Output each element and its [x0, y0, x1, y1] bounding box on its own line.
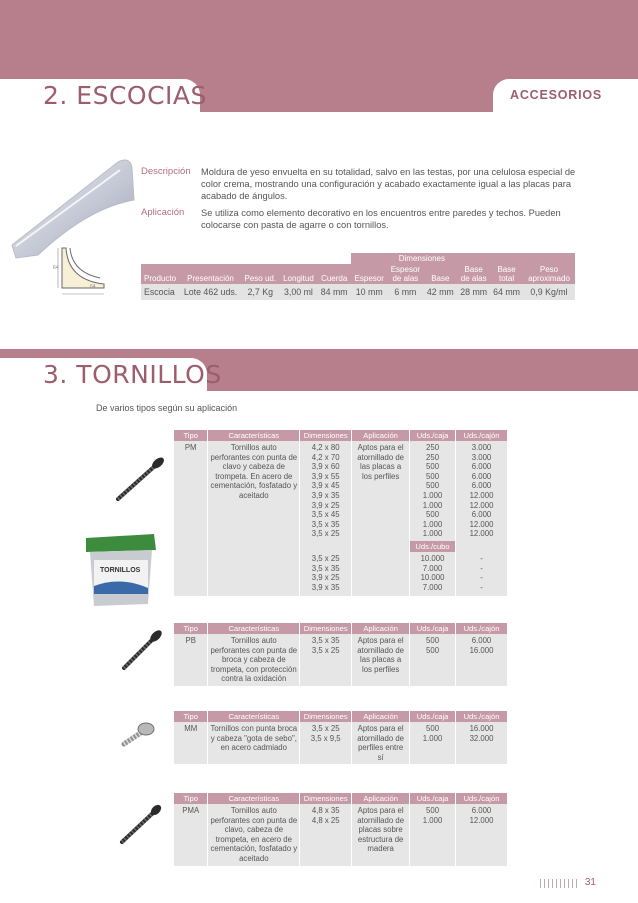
pb-col-tipo: Tipo	[174, 623, 208, 634]
pm-col-uds-cajon: Uds./cajón	[456, 430, 508, 441]
bucket-label: TORNILLOS	[100, 567, 141, 574]
screw-mm-icon	[118, 720, 158, 750]
description-text: Moldura de yeso envuelta en su totalidad, salvo en las testas, por una celulosa especial de color crema, mostrando una configuración y acabado exactamente igual a las placas para acabado de ángulos.	[201, 167, 576, 201]
pma-col-caracteristicas: Características	[208, 793, 300, 804]
col-longitud: Longitud	[280, 264, 318, 284]
pma-col-dimensiones: Dimensiones	[300, 793, 352, 804]
screw-table-pma	[174, 793, 508, 866]
screw-table-pm	[174, 430, 508, 596]
pb-header-row	[174, 623, 508, 634]
page-number-ticks	[540, 879, 580, 888]
dimensions-group-header: Dimensiones	[351, 253, 575, 264]
screw-table-mm	[174, 711, 508, 764]
col-base-alas: Base de alas	[457, 264, 490, 284]
mm-uds-cajon: 16.000 32.000	[456, 722, 508, 764]
diagram-label-width: 64	[90, 284, 96, 290]
category-label: ACCESORIOS	[510, 88, 603, 102]
mm-uds-caja: 500 1.000	[410, 722, 456, 764]
mm-col-caracteristicas: Características	[208, 711, 300, 722]
pm-col-uds-caja: Uds./caja	[410, 430, 456, 441]
pb-aplicacion: Aptos para el atornillado de las placas a los perfiles	[352, 634, 410, 686]
pb-col-uds-caja: Uds./caja	[410, 623, 456, 634]
pb-uds-cajon: 6.000 16.000	[456, 634, 508, 686]
cell-espesor-alas: 6 mm	[387, 284, 423, 300]
mm-col-uds-cajon: Uds./cajón	[456, 711, 508, 722]
pm-cubo-row	[174, 552, 508, 596]
pm-uds-caja: 250 250 500 500 500 1.000 1.000 500 1.000 1.000	[410, 441, 456, 541]
description-label: Descripción	[141, 166, 191, 177]
pm-col-caracteristicas: Características	[208, 430, 300, 441]
pb-tipo: PB	[174, 634, 208, 686]
section-subtitle: De varios tipos según su aplicación	[96, 403, 238, 413]
screw-table-pb	[174, 623, 508, 686]
diagram-label-height: 64	[53, 265, 59, 271]
pma-uds-cajon: 6.000 12.000	[456, 804, 508, 866]
application-text: Se utiliza como elemento decorativo en los encuentros entre paredes y techos. Pueden colocarse con pasta de agarre o con tornillos.	[201, 208, 561, 230]
pma-header-row	[174, 793, 508, 804]
col-espesor: Espesor	[351, 264, 387, 284]
pm-cubo-uds: 10.000 7.000 10.000 7.000	[410, 552, 456, 596]
cell-cuerda: 84 mm	[317, 284, 351, 300]
pma-col-tipo: Tipo	[174, 793, 208, 804]
pm-cubo-cajon: - - - -	[456, 552, 508, 596]
pm-col-tipo: Tipo	[174, 430, 208, 441]
cell-producto: Escocia	[141, 284, 180, 300]
pm-cubo-header-row	[174, 541, 508, 552]
pm-data-row	[174, 441, 508, 541]
application-label: Aplicación	[141, 207, 185, 218]
cell-base-alas: 28 mm	[457, 284, 490, 300]
mm-caracteristicas: Tornillos con punta broca y cabeza "gota de sebo", en acero cadmiado	[208, 722, 300, 764]
col-producto: Producto	[141, 264, 180, 284]
pb-col-caracteristicas: Características	[208, 623, 300, 634]
pma-uds-caja: 500 1.000	[410, 804, 456, 866]
pm-aplicacion: Aptos para el atornillado de las placas a los perfiles	[352, 441, 410, 541]
mm-tipo: MM	[174, 722, 208, 764]
pb-col-dimensiones: Dimensiones	[300, 623, 352, 634]
escocia-data-row	[141, 284, 575, 300]
col-cuerda: Cuerda	[317, 264, 351, 284]
mm-dimensiones: 3,5 x 25 3,5 x 9,5	[300, 722, 352, 764]
pb-data-row	[174, 634, 508, 686]
mm-col-aplicacion: Aplicación	[352, 711, 410, 722]
pma-aplicacion: Aptos para el atornillado de placas sobre estructura de madera	[352, 804, 410, 866]
pma-col-uds-cajon: Uds./cajón	[456, 793, 508, 804]
col-espesor-alas: Espesor de alas	[387, 264, 423, 284]
screw-pm-icon	[110, 455, 170, 505]
pm-col-aplicacion: Aplicación	[352, 430, 410, 441]
pma-tipo: PMA	[174, 804, 208, 866]
section-title-escocias: 2. ESCOCIAS	[43, 81, 207, 110]
pm-col-dimensiones: Dimensiones	[300, 430, 352, 441]
cell-base: 42 mm	[423, 284, 457, 300]
cell-peso-aprox: 0,9 Kg/ml	[523, 284, 575, 300]
mm-col-tipo: Tipo	[174, 711, 208, 722]
pb-uds-caja: 500 500	[410, 634, 456, 686]
pma-caracteristicas: Tornillos auto perforantes con punta de clavo, cabeza de trompeta, en acero de cementación, fosfatado y aceitado	[208, 804, 300, 866]
profile-diagram	[52, 244, 122, 302]
col-peso-ud: Peso ud.	[241, 264, 280, 284]
mm-header-row	[174, 711, 508, 722]
escocia-table	[141, 253, 575, 300]
mm-data-row	[174, 722, 508, 764]
pm-caracteristicas: Tornillos auto perforantes con punta de clavo y cabeza de trompeta. En acero de cementación, fosfatado y aceitado	[208, 441, 300, 541]
pm-col-uds-cubo: Uds./cubo	[410, 541, 456, 552]
col-base-total: Base total	[490, 264, 523, 284]
pma-data-row	[174, 804, 508, 866]
mm-col-dimensiones: Dimensiones	[300, 711, 352, 722]
screw-pma-icon	[116, 802, 166, 848]
pma-col-aplicacion: Aplicación	[352, 793, 410, 804]
pm-header-row	[174, 430, 508, 441]
cell-peso-ud: 2,7 Kg	[241, 284, 280, 300]
escocia-header-row	[141, 264, 575, 284]
pm-tipo: PM	[174, 441, 208, 541]
pb-col-uds-cajon: Uds./cajón	[456, 623, 508, 634]
pb-dimensiones: 3,5 x 35 3,5 x 25	[300, 634, 352, 686]
cell-longitud: 3,00 ml	[280, 284, 318, 300]
section-title-tornillos: 3. TORNILLOS	[43, 360, 222, 389]
cell-base-total: 64 mm	[490, 284, 523, 300]
pm-cubo-dimensiones: 3,5 x 25 3,5 x 35 3,9 x 25 3,9 x 35	[300, 552, 352, 596]
col-peso-aprox: Peso aproximado	[523, 264, 575, 284]
cell-espesor: 10 mm	[351, 284, 387, 300]
mm-aplicacion: Aptos para el atornillado de perfiles entre sí	[352, 722, 410, 764]
screw-pb-icon	[118, 628, 166, 674]
page-number: 31	[584, 877, 596, 888]
pma-dimensiones: 4,8 x 35 4,8 x 25	[300, 804, 352, 866]
col-presentacion: Presentación	[180, 264, 241, 284]
mm-col-uds-caja: Uds./caja	[410, 711, 456, 722]
cell-presentacion: Lote 462 uds.	[180, 284, 241, 300]
pm-dimensiones: 4,2 x 80 4,2 x 70 3,9 x 60 3,9 x 55 3,9 x 45 3,9 x 35 3,9 x 25 3,5 x 45 3,5 x 35 3,5 x 25	[300, 441, 352, 541]
pb-col-aplicacion: Aplicación	[352, 623, 410, 634]
pma-col-uds-caja: Uds./caja	[410, 793, 456, 804]
pm-uds-cajon: 3.000 3.000 6.000 6.000 6.000 12.000 12.000 6.000 12.000 12.000	[456, 441, 508, 541]
col-base: Base	[423, 264, 457, 284]
pb-caracteristicas: Tornillos auto perforantes con punta de broca y cabeza de trompeta, con protección contra la oxidación	[208, 634, 300, 686]
